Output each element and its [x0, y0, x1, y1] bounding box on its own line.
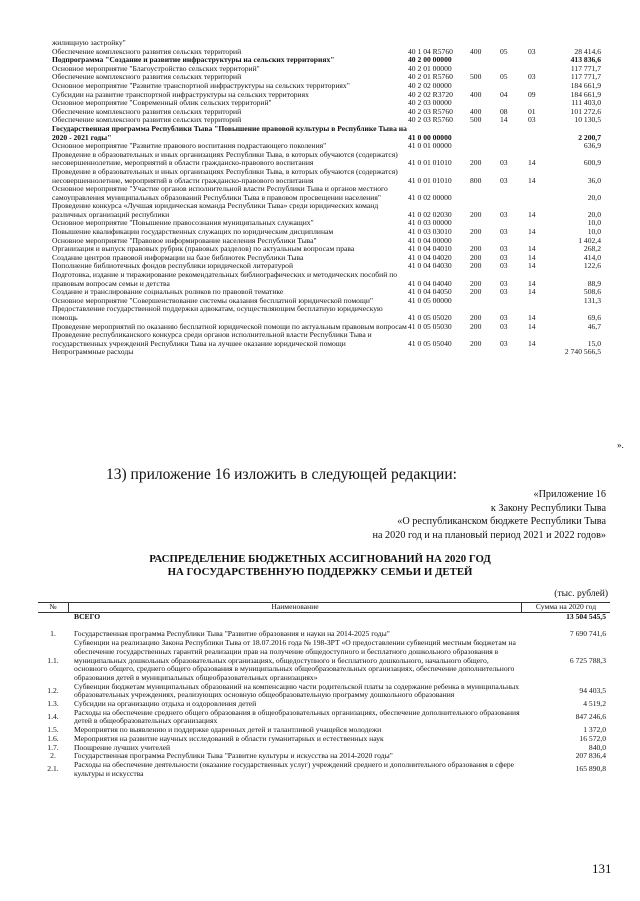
row-pr: 14 — [528, 287, 536, 297]
row-vr: 500 — [470, 115, 482, 125]
row-pr: 14 — [528, 321, 536, 331]
allocation-table — [38, 602, 610, 778]
row-vr: 500 — [470, 72, 482, 82]
row-code: 41 0 03 03010 — [408, 227, 452, 237]
row-rz: 04 — [500, 89, 508, 99]
row-vr: 200 — [470, 252, 482, 262]
row-pr: 14 — [528, 278, 536, 288]
row-sum: 4 519,2 — [583, 699, 606, 709]
row-name: Проведение конкурса «Лучшая юридическая команда Республики Тыва» среди юридических команд различных организаций республики — [52, 201, 379, 219]
document-title — [0, 553, 640, 579]
row-code: 41 0 04 04030 — [408, 261, 452, 271]
row-code: 41 0 04 04020 — [408, 252, 452, 262]
row-code: 40 2 03 00000 — [408, 98, 452, 108]
row-sum: 207 836,4 — [575, 751, 606, 761]
row-code: 41 0 02 02030 — [408, 209, 452, 219]
row-rz: 03 — [500, 252, 508, 262]
table-row — [52, 271, 605, 288]
table-row — [52, 202, 605, 219]
row-sum: 6 725 788,3 — [569, 655, 606, 665]
row-pr: 03 — [528, 115, 536, 125]
row-code: 40 2 02 R3720 — [408, 89, 453, 99]
row-rz: 05 — [500, 72, 508, 82]
row-vr: 200 — [470, 158, 482, 168]
row-name: жилищную застройку" — [52, 38, 126, 47]
row-name: ВСЕГО — [74, 611, 101, 621]
row-name: Проведение республиканского конкурса среди органов исполнительной власти Республики Тыва и государственных учреждений Республики Тыва на лучшее оказание юридической помощи — [52, 330, 372, 348]
row-code: 40 2 03 R5760 — [408, 115, 453, 125]
page-number: 131 — [592, 861, 612, 876]
header-name: Наименование — [69, 603, 522, 612]
row-name: Обеспечение комплексного развития сельских территорий — [52, 46, 242, 56]
row-pr: 14 — [528, 338, 536, 348]
appendix-caption — [373, 488, 606, 542]
row-sum: 36,0 — [587, 175, 601, 185]
table-row — [52, 348, 605, 357]
budget-table-top — [52, 39, 605, 357]
row-sum: 184 661,9 — [570, 80, 601, 90]
row-code: 40 1 04 R5760 — [408, 46, 453, 56]
row-vr: 200 — [470, 287, 482, 297]
row-name: Пополнение библиотечных фондов республики юридической литературой — [52, 261, 294, 271]
amendment-heading: 13) приложение 16 изложить в следующей редакции: — [106, 466, 457, 483]
row-vr: 800 — [470, 175, 482, 185]
row-name: Основное мероприятие "Совершенствование системы оказания бесплатной юридической помощи" — [52, 295, 373, 305]
row-name: Основное мероприятие "Благоустройство сельских территорий" — [52, 63, 260, 73]
appendix-caption-line: на 2020 год и на плановый период 2021 и 2022 годов» — [372, 529, 606, 541]
row-num: 1.5. — [47, 725, 59, 735]
row-sum: 414,0 — [583, 252, 601, 262]
row-sum: 1 372,0 — [583, 725, 606, 735]
row-name: Основное мероприятие "Повышение правосознания муниципальных служащих" — [52, 218, 314, 228]
row-sum: 20,0 — [587, 209, 601, 219]
row-pr: 03 — [528, 46, 536, 56]
row-sum: 101 272,6 — [570, 106, 601, 116]
row-name: Поощрение лучших учителей — [74, 742, 171, 752]
row-code: 40 2 01 R5760 — [408, 72, 453, 82]
row-rz: 03 — [500, 313, 508, 322]
row-name: Проведение мероприятий по оказанию бесплатной юридической помощи по актуальным правовым вопросам — [52, 321, 407, 331]
row-sum: 184 661,9 — [570, 89, 601, 99]
row-rz: 03 — [500, 227, 508, 237]
row-vr: 200 — [470, 227, 482, 237]
row-rz: 08 — [500, 106, 508, 116]
row-sum: 268,2 — [583, 244, 601, 254]
row-vr: 200 — [470, 261, 482, 271]
table-row — [38, 761, 610, 778]
row-sum: 88,9 — [587, 278, 601, 288]
row-rz: 03 — [500, 175, 508, 185]
row-name: Основное мероприятие "Развитие транспортной инфраструктуры на сельских территориях" — [52, 80, 350, 90]
row-vr: 200 — [470, 278, 482, 288]
allocation-table-body — [38, 613, 610, 779]
row-code: 41 0 01 01010 — [408, 158, 452, 168]
row-sum: 508,6 — [583, 287, 601, 297]
row-rz: 14 — [500, 115, 508, 125]
row-sum: 1 402,4 — [578, 235, 601, 245]
row-code: 41 0 02 00000 — [408, 192, 452, 202]
row-sum: 10 130,5 — [574, 115, 601, 125]
row-name: Государственная программа Республики Тыва "Развитие культуры и искусства на 2014-2020 годы" — [74, 751, 393, 761]
row-num: 1.7. — [47, 742, 59, 752]
row-code: 41 0 04 04040 — [408, 278, 452, 288]
row-sum: 117 771,7 — [570, 72, 601, 82]
row-code: 41 0 01 00000 — [408, 141, 452, 151]
row-pr: 14 — [528, 175, 536, 185]
row-name: Субсидии на организацию отдыха и оздоровления детей — [74, 699, 257, 709]
row-sum: 600,9 — [583, 158, 601, 168]
row-rz: 03 — [500, 287, 508, 297]
row-name: Субвенции бюджетам муниципальных образований на компенсацию части родительской платы за содержание ребенка в муниципальных образовательных учреждениях, реализующих основную общеобразовательную программу дошкольного образования — [74, 681, 520, 700]
row-pr: 09 — [528, 89, 536, 99]
row-name: Проведение в образовательных и иных организациях Республики Тыва, в которых обучаются (содержатся) несовершеннолетние, мероприятий в области гражданско-правового воспитания — [52, 149, 398, 168]
row-name: Обеспечение комплексного развития сельских территорий — [52, 106, 242, 116]
row-name: Проведение в образовательных и иных организациях Республики Тыва, в которых обучаются (содержатся) несовершеннолетние, мероприятий в области гражданско-правового воспитания — [52, 166, 398, 185]
row-name: Расходы на обеспечение среднего общего образования в общеобразовательных организациях, обеспечение дополнительного образования детей в общеобразовательных организациях — [74, 707, 520, 726]
row-sum: 10,0 — [587, 227, 601, 237]
table-row — [38, 613, 610, 622]
row-name: Создание и транслирование социальных роликов по правовой тематике — [52, 287, 284, 297]
table-row — [38, 709, 610, 726]
row-name: Повышение квалификации государственных служащих по юридическим дисциплинам — [52, 227, 334, 237]
row-rz: 03 — [500, 261, 508, 271]
row-name: Субсидии на развитие транспортной инфраструктуры на сельских территориях — [52, 89, 309, 99]
row-code: 41 0 05 00000 — [408, 295, 452, 305]
row-sum: 10,0 — [587, 218, 601, 228]
header-sum: Сумма на 2020 год — [535, 602, 597, 611]
row-vr: 200 — [470, 338, 482, 348]
appendix-caption-line: «О республиканском бюджете Республики Тыва — [397, 516, 606, 527]
row-pr: 03 — [528, 72, 536, 82]
row-sum: 636,9 — [583, 141, 601, 151]
row-num: 1.3. — [47, 699, 59, 709]
row-code: 41 0 01 01010 — [408, 175, 452, 185]
table-row — [52, 331, 605, 348]
row-sum: 117 771,7 — [570, 63, 601, 73]
row-name: Основное мероприятие "Участие органов исполнительной власти Республики Тыва и органов местного самоуправления муниципальных образований Республики Тыва в правовом просвещении населения" — [52, 184, 388, 202]
appendix-caption-line: «Приложение 16 — [533, 489, 606, 500]
row-pr: 14 — [528, 252, 536, 262]
row-num: 1.6. — [47, 733, 59, 743]
appendix-caption-line: к Закону Республики Тыва — [490, 502, 606, 514]
document-title-line: НА ГОСУДАРСТВЕННУЮ ПОДДЕРЖКУ СЕМЬИ И ДЕТЕЙ — [167, 566, 473, 578]
row-sum: 69,6 — [587, 313, 601, 322]
row-sum: 28 414,6 — [574, 46, 601, 56]
row-num: 1.4. — [47, 712, 59, 722]
row-pr: 14 — [528, 244, 536, 254]
row-name: Государственная программа Республики Тыва "Развитие образования и науки на 2014-2025 годы" — [74, 629, 390, 639]
row-vr: 200 — [470, 321, 482, 331]
table-row — [52, 151, 605, 168]
row-name: Мероприятия на развитие научных исследований в области гуманитарных и естественных наук — [74, 733, 384, 743]
row-name: Основное мероприятие "Развитие правового воспитания подрастающего поколения" — [52, 141, 327, 151]
row-name: Организация и выпуск правовых рубрик (правовых разделов) по актуальным вопросам права — [52, 244, 355, 254]
row-code: 41 0 03 00000 — [408, 218, 452, 228]
header-num: № — [38, 603, 69, 612]
row-rz: 03 — [500, 244, 508, 254]
row-name: Создание центров правовой информации на базе библиотек Республики Тыва — [52, 252, 304, 262]
row-sum: 7 690 741,6 — [569, 629, 606, 639]
row-num: 2. — [50, 751, 56, 761]
table-row — [52, 185, 605, 202]
row-num: 1.2. — [47, 685, 59, 695]
table-row — [52, 168, 605, 185]
row-pr: 14 — [528, 227, 536, 237]
units-label: (тыс. рублей) — [554, 589, 608, 599]
row-sum: 111 403,0 — [571, 98, 601, 108]
row-rz: 03 — [500, 158, 508, 168]
row-sum: 131,3 — [583, 295, 601, 305]
row-name: Предоставление государственной поддержки адвокатам, осуществляющим бесплатную юридическую помощь — [52, 304, 383, 322]
row-num: 1.1. — [47, 655, 59, 665]
row-num: 2.1. — [47, 764, 59, 774]
row-sum: 20,0 — [587, 192, 601, 202]
row-sum: 2 740 566,5 — [564, 347, 601, 357]
row-code: 41 0 04 04050 — [408, 287, 452, 297]
row-sum: 15,0 — [587, 338, 601, 348]
row-vr: 400 — [470, 46, 482, 56]
row-name: Непрограммные расходы — [52, 347, 134, 357]
row-vr: 400 — [470, 106, 482, 116]
row-sum: 840,0 — [588, 742, 606, 752]
document-title-line: РАСПРЕДЕЛЕНИЕ БЮДЖЕТНЫХ АССИГНОВАНИЙ НА 2020 ГОД — [149, 553, 491, 565]
row-name: Подготовка, издание и тиражирование рекомендательных библиографических и методических пособий по правовым вопросам семьи и детства — [52, 270, 398, 288]
row-name: Основное мероприятие "Современный облик сельских территорий" — [52, 98, 272, 108]
row-pr: 14 — [528, 261, 536, 271]
allocation-table-header — [38, 602, 610, 613]
row-code: 41 0 00 00000 — [408, 132, 452, 142]
row-code: 41 0 05 05040 — [408, 338, 452, 348]
row-code: 40 2 00 00000 — [408, 55, 452, 65]
table-row — [38, 639, 610, 683]
row-vr: 200 — [470, 244, 482, 254]
row-name: Обеспечение комплексного развития сельских территорий — [52, 115, 242, 125]
row-sum: 413 836,6 — [570, 55, 601, 65]
row-code: 41 0 05 05030 — [408, 321, 452, 331]
row-rz: 03 — [500, 278, 508, 288]
row-name: Обеспечение комплексного развития сельских территорий — [52, 72, 242, 82]
row-vr: 200 — [470, 209, 482, 219]
row-rz: 03 — [500, 338, 508, 348]
row-name: Подпрограмма "Создание и развитие инфраструктуры на сельских территориях" — [52, 55, 335, 65]
row-code: 41 0 05 05020 — [408, 313, 452, 322]
row-name: Субвенции на реализацию Закона Республики Тыва от 18.07.2016 года № 198-ЗРТ «О предоставлении субвенций местным бюджетам на обеспечение государственных гарантий реализации прав на получение общедоступного и бесплатного дошкольного образования в муниципальных дошкольных образовательных организациях, общедоступного и бесплатного дошкольного, начального общего, основного общего, среднего общего образования в муниципальных общеобразовательных организациях, обеспечение дополнительного образования детей в муниципальных общеобразовательных организациях» — [74, 638, 516, 682]
table-row — [52, 125, 605, 142]
row-sum: 2 200,7 — [578, 132, 601, 142]
row-pr: 14 — [528, 313, 536, 322]
row-sum: 122,6 — [583, 261, 601, 271]
row-pr: 14 — [528, 209, 536, 219]
row-code: 40 2 01 00000 — [408, 63, 452, 73]
row-sum: 16 572,0 — [579, 733, 606, 743]
row-vr: 400 — [470, 89, 482, 99]
row-sum: 165 890,8 — [575, 764, 606, 774]
row-code: 40 2 02 00000 — [408, 80, 452, 90]
closing-quote: ». — [617, 440, 624, 450]
table-row — [38, 683, 610, 700]
row-pr: 14 — [528, 158, 536, 168]
row-pr: 01 — [528, 106, 536, 116]
row-sum: 847 246,6 — [575, 712, 606, 722]
row-rz: 03 — [500, 209, 508, 219]
row-code: 41 0 04 04010 — [408, 244, 452, 254]
row-name: Основное мероприятие "Правовое информирование населения Республики Тыва" — [52, 235, 317, 245]
row-sum: 46,7 — [587, 321, 601, 331]
row-name: Мероприятия по выявлению и поддержке одаренных детей и талантливой учащейся молодежи — [74, 725, 382, 735]
row-code: 41 0 04 00000 — [408, 235, 452, 245]
row-rz: 05 — [500, 46, 508, 56]
row-name: Расходы на обеспечение деятельности (оказание государственных услуг) учреждений среднего и дополнительного образования в сфере культуры и искусства — [74, 759, 515, 778]
table-row — [52, 305, 605, 322]
row-sum: 94 403,5 — [579, 685, 606, 695]
row-code: 40 2 03 R5760 — [408, 106, 453, 116]
row-rz: 03 — [500, 321, 508, 331]
row-sum: 13 504 545,5 — [566, 611, 606, 621]
row-name: Государственная программа Республики Тыва "Повышение правовой культуры в Республике Тыва на 2020 - 2021 годы" — [52, 123, 407, 142]
row-vr: 200 — [470, 313, 482, 322]
row-num: 1. — [50, 629, 56, 639]
